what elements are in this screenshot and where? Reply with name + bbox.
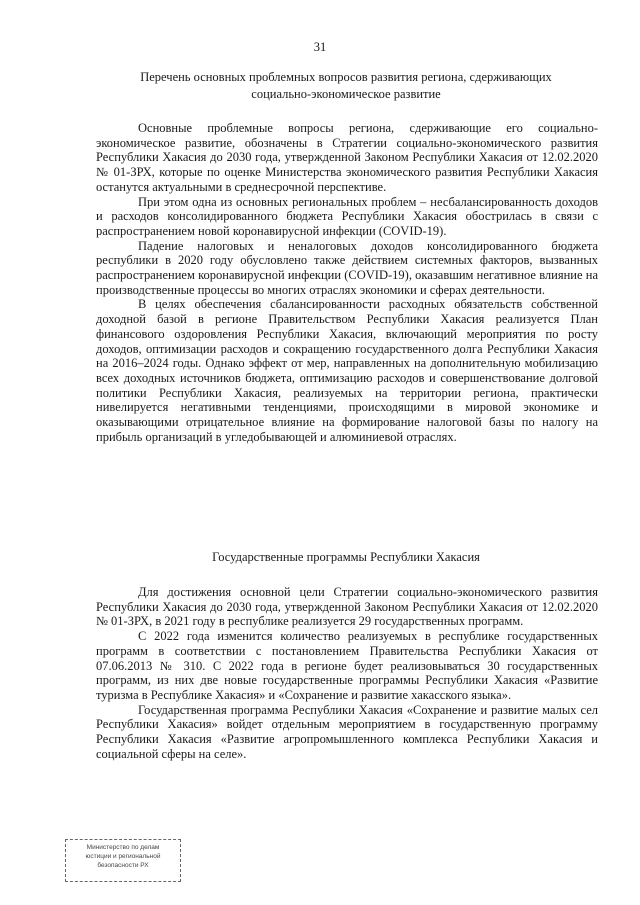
section-2-body xyxy=(96,585,598,761)
registration-stamp xyxy=(65,839,181,882)
stamp-line-3: безопасности РХ xyxy=(97,862,149,869)
stamp-line-1: Министерство по делам xyxy=(86,844,160,851)
section-1-heading-line-1: Перечень основных проблемных вопросов развития региона, сдерживающих xyxy=(140,70,552,84)
section-1-body xyxy=(96,121,598,444)
stamp-line-2: юстиции и региональной xyxy=(85,853,161,860)
section-1-heading xyxy=(96,69,596,103)
paragraph: Основные проблемные вопросы региона, сдерживающие его социально-экономическое развитие, обозначены в Стратегии социально-экономического развития Республики Хакасия до 2030 года, утвержденной Законом Республики Хакасия от 12.02.2020 № 01-ЗРХ, которые по оценке Министерства экономического развития Республики Хакасия останутся актуальными в среднесрочной перспективе. xyxy=(96,121,598,194)
paragraph: В целях обеспечения сбалансированности расходных обязательств собственной доходной базой в регионе Правительством Республики Хакасия реализуется План финансового оздоровления Республики Хакасия, включающий мероприятия по росту доходов, оптимизации расходов и сокращению государственного долга Республики Хакасия на 2016–2024 годы. Однако эффект от мер, направленных на дополнительную мобилизацию всех доходных источников бюджета, оптимизацию расходов и совершенствование долговой политики Республики Хакасия, реализуемых на территории региона, практически нивелируется негативными тенденциями, происходящими в мировой экономике и оказывающими отрицательное влияние на формирование налоговой базы по налогу на прибыль организаций в угледобывающей и алюминиевой отраслях. xyxy=(96,297,598,444)
paragraph: Падение налоговых и неналоговых доходов консолидированного бюджета республики в 2020 году обусловлено также действием системных факторов, вызванных распространением коронавирусной инфекции (COVID-19), оказавшим негативное влияние на производственные процессы во многих отраслях экономики и сферах деятельности. xyxy=(96,238,598,297)
paragraph: При этом одна из основных региональных проблем – несбалансированность доходов и расходов консолидированного бюджета Республики Хакасия обострилась в связи с распространением новой коронавирусной инфекции (COVID-19). xyxy=(96,194,598,238)
paragraph: Для достижения основной цели Стратегии социально-экономического развития Республики Хакасия до 2030 года, утвержденной Законом Республики Хакасия от 12.02.2020 № 01-ЗРХ, в 2021 году в республике реализуется 29 государственных программ. xyxy=(96,585,598,629)
paragraph: С 2022 года изменится количество реализуемых в республике государственных программ в соответствии с постановлением Правительства Республики Хакасия от 07.06.2013 № 310. С 2022 года в регионе будет реализовываться 30 государственных программ, из них две новые государственные программы Республики Хакасия «Развитие туризма в Республике Хакасия» и «Сохранение и развитие хакасского языка». xyxy=(96,629,598,702)
section-2-heading: Государственные программы Республики Хакасия xyxy=(212,550,480,564)
page-number: 31 xyxy=(313,40,327,54)
section-1-heading-line-2: социально-экономическое развитие xyxy=(251,87,441,101)
paragraph: Государственная программа Республики Хакасия «Сохранение и развитие малых сел Республики Хакасия» войдет отдельным мероприятием в государственную программу Республики Хакасия «Развитие агропромышленного комплекса Республики Хакасия и социальной сферы на селе». xyxy=(96,702,598,761)
